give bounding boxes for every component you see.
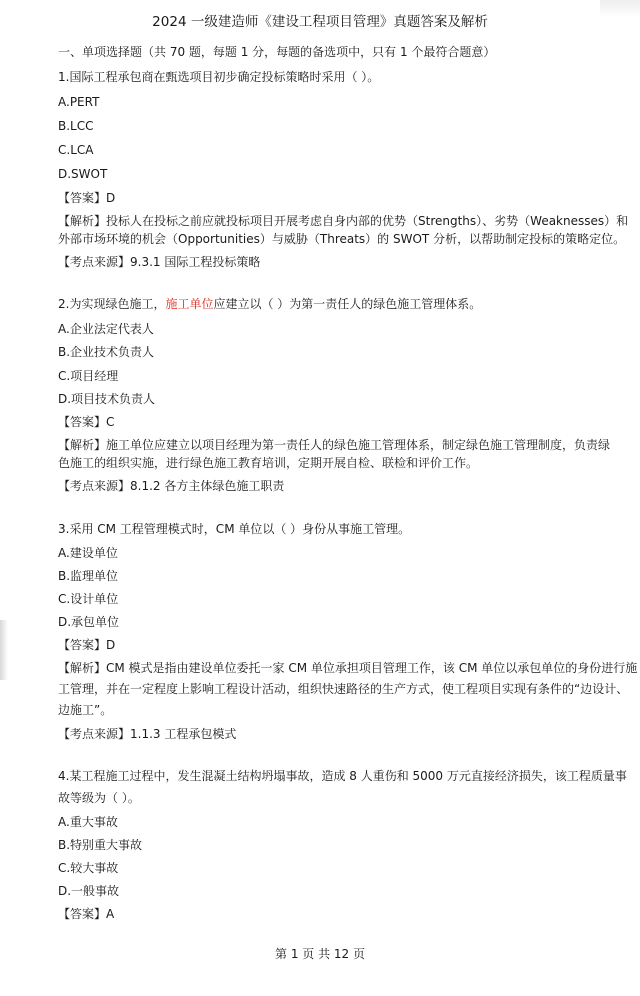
q2-analysis-line-1: 【解析】施工单位应建立以项目经理为第一责任人的绿色施工管理体系，制定绿色施工管理制度，负责绿 — [58, 438, 611, 452]
q3-option-c: C.设计单位 — [58, 592, 119, 606]
q1-analysis-line-1: 【解析】投标人在投标之前应就投标项目开展考虑自身内部的优势（Strengths）、劣势（Weaknesses）和 — [58, 214, 629, 228]
page-fold-shadow — [0, 620, 8, 680]
page-footer: 第 1 页 共 12 页 — [275, 947, 365, 961]
q1-stem: 1.国际工程承包商在甄选项目初步确定投标策略时采用（ ）。 — [58, 70, 380, 84]
q1-option-d: D.SWOT — [58, 167, 108, 181]
q2-option-b: B.企业技术负责人 — [58, 345, 155, 359]
q3-analysis-line-1: 【解析】CM 模式是指由建设单位委托一家 CM 单位承担项目管理工作，该 CM 单位以承包单位的身份进行施 — [58, 661, 638, 675]
q3-option-b: B.监理单位 — [58, 569, 119, 583]
q1-analysis-line-2: 外部市场环境的机会（Opportunities）与威胁（Threats）的 SWOT 分析，以帮助制定投标的策略定位。 — [58, 232, 626, 246]
q3-source: 【考点来源】1.1.3 工程承包模式 — [58, 727, 237, 741]
q1-option-a: A.PERT — [58, 95, 100, 109]
q3-analysis-line-2: 工管理，并在一定程度上影响工程设计活动，组织快速路径的生产方式，使工程项目实现有条件的“边设计、 — [58, 682, 629, 696]
q4-option-b: B.特别重大事故 — [58, 838, 143, 852]
q2-stem-highlight: 施工单位 — [165, 297, 214, 311]
q2-stem-before: 2.为实现绿色施工， — [58, 297, 166, 311]
q4-stem-line-2: 故等级为（ ）。 — [58, 791, 140, 805]
q3-analysis-line-3: 边施工”。 — [58, 703, 113, 717]
q4-option-a: A.重大事故 — [58, 815, 118, 829]
q3-option-a: A.建设单位 — [58, 546, 118, 560]
q1-option-c: C.LCA — [58, 143, 94, 157]
q1-source: 【考点来源】9.3.1 国际工程投标策略 — [58, 255, 261, 269]
q4-answer: 【答案】A — [58, 907, 115, 921]
q4-stem-line-1: 4.某工程施工过程中，发生混凝土结构坍塌事故，造成 8 人重伤和 5000 万元直接经济损失，该工程质量事 — [58, 769, 627, 783]
q2-option-c: C.项目经理 — [58, 369, 119, 383]
q2-answer: 【答案】C — [58, 415, 115, 429]
q2-option-a: A.企业法定代表人 — [58, 322, 154, 336]
q4-option-d: D.一般事故 — [58, 884, 120, 898]
q3-answer: 【答案】D — [58, 638, 116, 652]
q1-answer: 【答案】D — [58, 191, 116, 205]
q2-stem-after: 应建立以（ ）为第一责任人的绿色施工管理体系。 — [213, 297, 482, 311]
q2-analysis-line-2: 色施工的组织实施，进行绿色施工教育培训，定期开展自检、联检和评价工作。 — [58, 456, 479, 470]
q3-stem: 3.采用 CM 工程管理模式时，CM 单位以（ ）身份从事施工管理。 — [58, 522, 411, 536]
q2-option-d: D.项目技术负责人 — [58, 392, 156, 406]
q4-option-c: C.较大事故 — [58, 861, 119, 875]
section-heading: 一、单项选择题（共 70 题，每题 1 分，每题的备选项中，只有 1 个最符合题意） — [58, 45, 496, 59]
q2-stem — [58, 296, 481, 312]
q3-option-d: D.承包单位 — [58, 615, 120, 629]
q1-option-b: B.LCC — [58, 119, 94, 133]
q2-source: 【考点来源】8.1.2 各方主体绿色施工职责 — [58, 479, 285, 493]
document-title: 2024 一级建造师《建设工程项目管理》真题答案及解析 — [152, 14, 488, 30]
